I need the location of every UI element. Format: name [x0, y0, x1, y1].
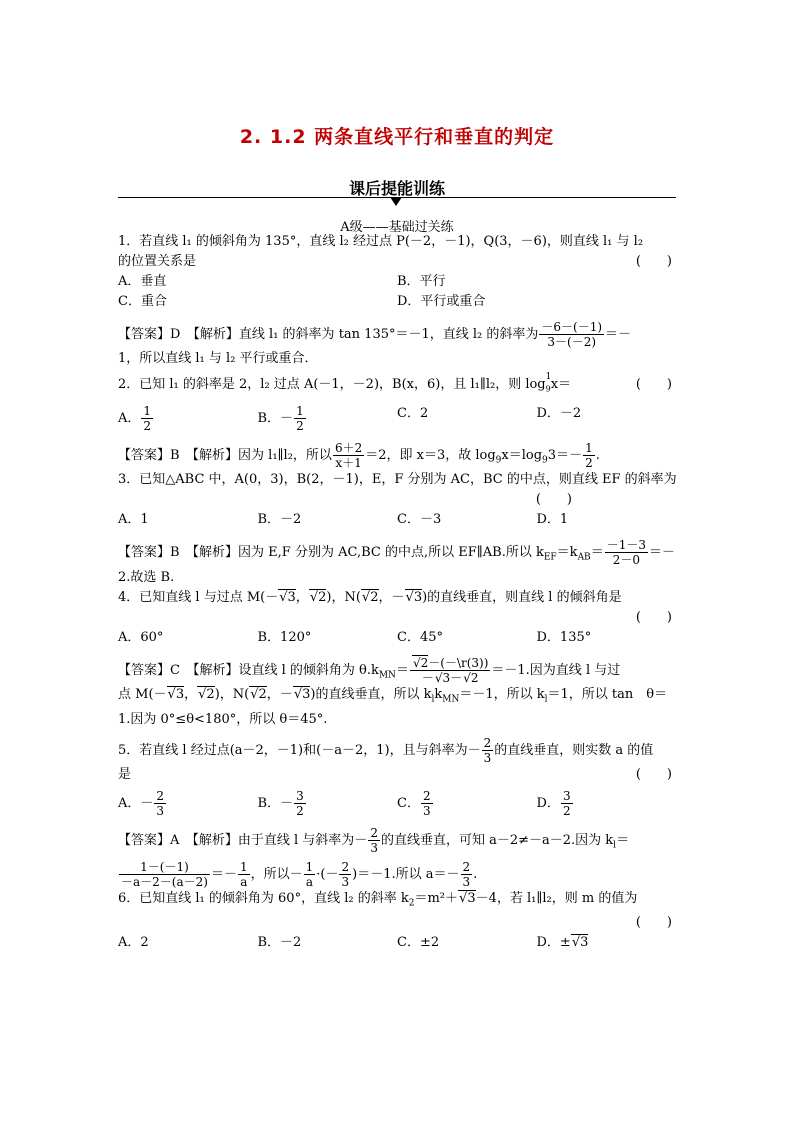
- q1-line2: 的位置关系是 ( ): [118, 252, 676, 272]
- fraction: $\frac{-6-(-1)}{3-(-2)}$: [541, 320, 603, 349]
- q6-option-c: C．±2: [397, 935, 440, 951]
- q5-option-d: D． $\frac{3}{2}$: [536, 788, 571, 818]
- q3-options: [118, 510, 676, 530]
- q1-answer: 【答案】D 【解析】直线 l₁ 的斜率为 tan 135°＝－1，直线 l₂ 的斜率为 $\frac{-6-(-1)}{3-(-2)}$ ＝－: [118, 320, 632, 349]
- q5-option-b: B．－ $\frac{3}{2}$: [257, 788, 304, 818]
- q3-option-b: B．－2: [257, 512, 302, 528]
- q3-answer: 【答案】B 【解析】因为 E,F 分别为 AC,BC 的中点,所以 EF∥AB.所以 $k_{EF}=k_{AB}=$ $\frac{-1-3}{2-0}$ ＝－: [118, 538, 675, 568]
- q6-option-a: A．2: [118, 935, 149, 951]
- answer-blank: ( ): [635, 766, 672, 782]
- answer-blank: ( ): [535, 492, 572, 508]
- q5-line1: 5．若直线 l 经过点(a－2，－1)和(－a－2，1)，且与斜率为－ $\frac{2}{3}$ 的直线垂直，则实数 a 的值: [118, 735, 654, 765]
- q5-answer-cont: $\frac{1-(-1)}{-a-2-(a-2)}$ ＝－ $\frac{1}{a}$ ，所以－ $\frac{1}{a}$ ·(－ $\frac{2}{3}$ )＝－1.所以 a＝－ $\frac{2}{3}$ .: [121, 859, 478, 889]
- section-heading: 课后提能训练: [348, 179, 445, 198]
- question-list: [118, 232, 676, 953]
- q4-line1: 4．已知直线 l 与过点 M(－√ 3，√ 2)，N(√ 2，－√ 3)的直线垂直，则直线 l 的倾斜角是: [118, 588, 676, 608]
- q2-answer: 【答案】B 【解析】因为 l₁∥l₂，所以 $\frac{6+2}{x+1}$ ＝2，即 x＝3，故 $\log_9x=\log_93=-$ $\frac{1}{2}$ .: [118, 440, 600, 470]
- q3-line1: 3．已知△ABC 中，A(0，3)，B(2，－1)，E，F 分别为 AC，BC 的中点，则直线 EF 的斜率为: [118, 472, 677, 488]
- q4-blank-line: [118, 608, 676, 628]
- q5-option-c: C． $\frac{2}{3}$: [397, 788, 431, 818]
- q1-line1: 1．若直线 l₁ 的倾斜角为 135°，直线 l₂ 经过点 P(－2，－1)，Q(3，－6)，则直线 l₁ 与 l₂: [118, 234, 644, 249]
- q2-option-a: A． $\frac{1}{2}$: [118, 403, 152, 433]
- page-title: 2. 1.2 两条直线平行和垂直的判定: [239, 126, 555, 148]
- q5-answer: 【答案】A 【解析】由于直线 l 与斜率为－ $\frac{2}{3}$ 的直线垂直，可知 a－2≠－a－2.因为 $k_l=$: [118, 825, 630, 855]
- q4-option-a: A．60°: [118, 629, 164, 645]
- q2-options: [118, 404, 676, 433]
- q3-option-d: D．1: [536, 512, 569, 528]
- q4-answer: 【答案】C 【解析】设直线 l 的倾斜角为 $\theta.k_{MN}=$ √ $\frac{2-(-\backslash r(3))}{-√ 3-√ 2}$ ＝－1.因为直线 l 与过: [118, 656, 676, 686]
- triangle-marker-icon: [390, 197, 402, 206]
- answer-blank: ( ): [635, 377, 672, 392]
- q1-option-c: C．重合: [118, 294, 167, 309]
- answer-blank: ( ): [635, 915, 672, 931]
- q5-options: [118, 789, 676, 818]
- q1-options-row1: [118, 272, 676, 292]
- q1-options-row2: [118, 292, 676, 312]
- q4-options: [118, 628, 676, 648]
- answer-blank: ( ): [635, 254, 672, 269]
- q1-option-a: A．垂直: [118, 274, 167, 289]
- q3-blank-line: [118, 490, 676, 510]
- level-label: A级——基础过关练: [340, 220, 454, 235]
- q4-option-c: C．45°: [397, 629, 443, 645]
- q4-answer-cont2: 1.因为 0°≤θ<180°，所以 θ＝45°.: [118, 711, 328, 727]
- q1-option-d: D．平行或重合: [397, 294, 486, 309]
- q6-option-d: D．±√ 3: [537, 933, 677, 953]
- answer-blank: ( ): [635, 609, 672, 625]
- q5-option-a: A．－ $\frac{2}{3}$: [118, 788, 165, 818]
- q6-options: [118, 933, 676, 953]
- q4-answer-cont1: 点 M(－√ 3，√ 2)，N(√ 2，－√ 3)的直线垂直，所以 $k_lk_{MN}=-1$，所以 $k_l=1$，所以 tan θ＝: [118, 685, 676, 710]
- q1-option-b: B．平行: [397, 274, 446, 289]
- q5-line2: 是 ( ): [118, 765, 676, 785]
- q3-option-a: A．1: [118, 512, 149, 528]
- q4-option-b: B．120°: [257, 629, 312, 645]
- q6-option-b: B．－2: [257, 935, 302, 951]
- q2-option-d: D．－2: [536, 405, 582, 421]
- q6-blank-line: [118, 913, 676, 933]
- q3-answer-cont: 2.故选 B.: [118, 569, 175, 585]
- q2-option-b: B．－ $\frac{1}{2}$: [257, 403, 304, 433]
- q2-line1: 2．已知 l₁ 的斜率是 2，l₂ 过点 A(－1，－2)，B(x，6)，且 l₁∥l₂，则 log 1 $_9$x＝ ( ): [118, 372, 672, 394]
- q2-option-c: C．2: [397, 405, 429, 421]
- q4-option-d: D．135°: [536, 629, 592, 645]
- q6-line1: 6．已知直线 l₁ 的倾斜角为 60°，直线 l₂ 的斜率 $k_2=m^2+√$ 3－4，若 l₁∥l₂，则 m 的值为: [118, 889, 676, 914]
- q3-option-c: C．－3: [397, 512, 442, 528]
- q1-answer-cont: 1，所以直线 l₁ 与 l₂ 平行或重合．: [118, 351, 318, 366]
